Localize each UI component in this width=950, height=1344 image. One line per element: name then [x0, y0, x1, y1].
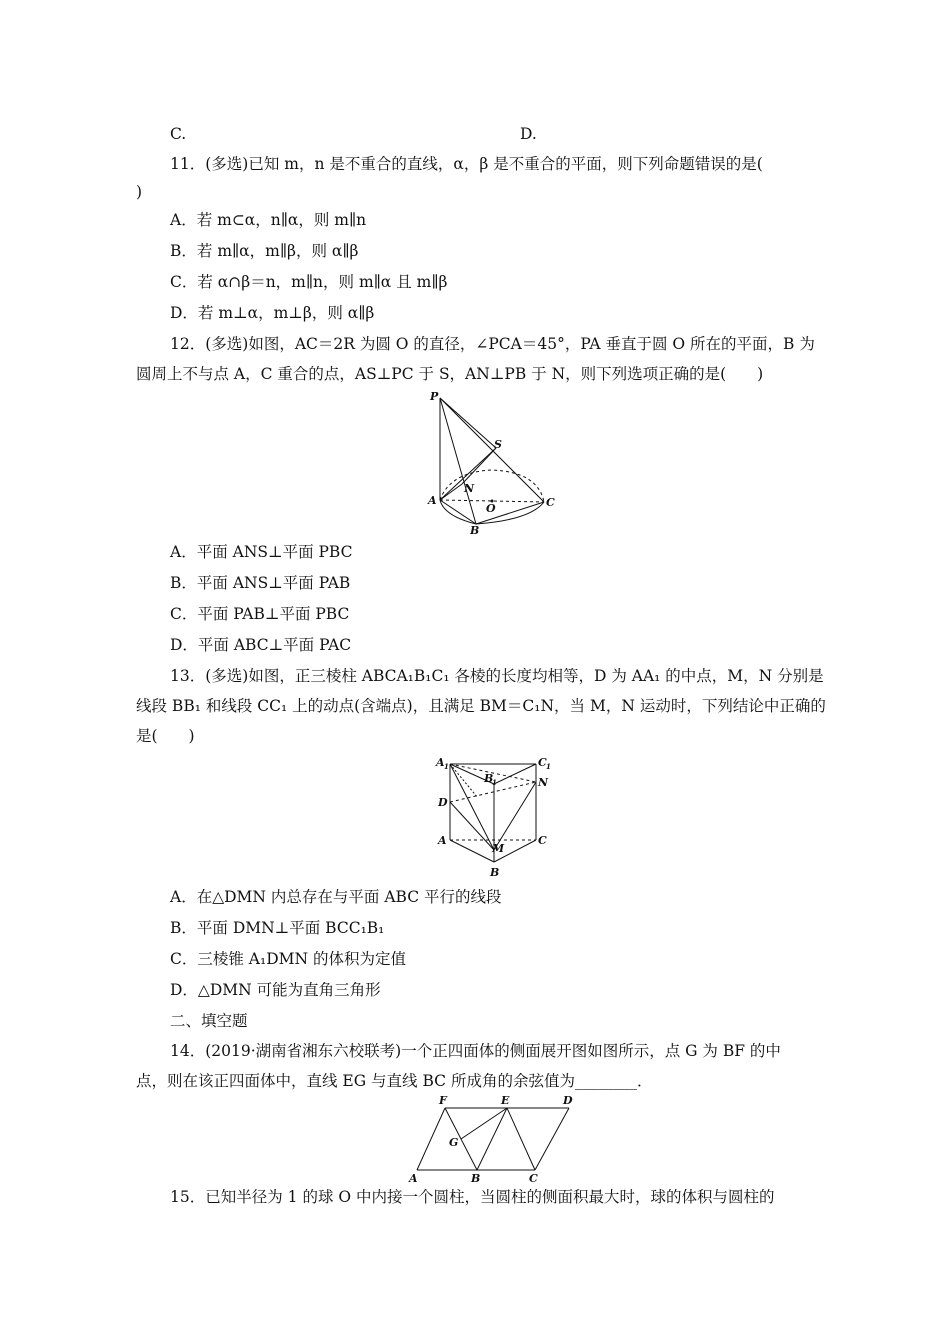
fig13-label-a: A [438, 834, 447, 847]
fig12-label-c: C [546, 496, 555, 509]
question-11-option-a: A．若 m⊂α，n∥α，则 m∥n [170, 211, 367, 229]
question-13-option-a: A．在△DMN 内总存在与平面 ABC 平行的线段 [170, 888, 502, 906]
question-12-option-a: A．平面 ANS⊥平面 PBC [170, 543, 353, 561]
question-11-option-c: C．若 α∩β＝n，m∥n，则 m∥α 且 m∥β [170, 273, 448, 291]
question-12-stem-cont: 圆周上不与点 A，C 重合的点，AS⊥PC 于 S，AN⊥PB 于 N，则下列选项正确的是( ) [136, 365, 764, 383]
question-14-figure [405, 1094, 595, 1186]
fig14-label-e: E [501, 1094, 510, 1107]
question-13-option-c: C．三棱锥 A₁DMN 的体积为定值 [170, 950, 406, 968]
fig14-label-b: B [471, 1172, 481, 1185]
fig14-label-g: G [449, 1136, 459, 1149]
fig14-label-a: A [409, 1172, 418, 1185]
fig13-sub-a1: 1 [444, 762, 449, 771]
question-14-stem: 14．(2019·湖南省湘东六校联考)一个正四面体的侧面展开图如图所示，点 G 为 BF 的中 [170, 1042, 781, 1060]
fig13-label-m: M [492, 842, 505, 855]
fig14-label-d: D [563, 1094, 573, 1107]
fig13-label-n: N [538, 776, 549, 789]
question-13-figure [430, 752, 560, 882]
question-15-stem: 15．已知半径为 1 的球 O 中内接一个圆柱，当圆柱的侧面积最大时，球的体积与圆柱的 [170, 1188, 775, 1206]
fig12-label-n: N [464, 482, 475, 495]
question-12-figure [420, 388, 570, 538]
fig14-label-c: C [529, 1172, 538, 1185]
question-12-stem: 12．(多选)如图，AC＝2R 为圆 O 的直径，∠PCA＝45°，PA 垂直于圆 O 所在的平面，B 为 [170, 335, 815, 353]
fig12-label-a: A [428, 494, 437, 507]
fig13-sub-b1: 1 [492, 778, 497, 787]
fig12-label-p: P [430, 390, 439, 403]
question-11-option-d: D．若 m⊥α，m⊥β，则 α∥β [170, 304, 375, 322]
fig13-label-d: D [438, 796, 448, 809]
question-13-stem-cont-2: 是( ) [136, 727, 195, 745]
fig12-label-b: B [470, 524, 480, 537]
fig12-label-o: O [486, 502, 496, 515]
question-13-option-d: D．△DMN 可能为直角三角形 [170, 981, 381, 999]
fig13-label-c1: C [538, 756, 547, 769]
question-12-option-d: D．平面 ABC⊥平面 PAC [170, 636, 352, 654]
fig13-label-b1: B [484, 772, 494, 785]
fig13-label-a1: A [436, 756, 445, 769]
question-12-option-c: C．平面 PAB⊥平面 PBC [170, 605, 350, 623]
fig14-label-f: F [439, 1094, 447, 1107]
question-12-option-b: B．平面 ANS⊥平面 PAB [170, 574, 351, 592]
question-11-option-b: B．若 m∥α，m∥β，则 α∥β [170, 242, 359, 260]
question-13-option-b: B．平面 DMN⊥平面 BCC₁B₁ [170, 919, 385, 937]
option-d-label: D. [520, 125, 537, 143]
question-11-stem-cont: ) [136, 183, 143, 201]
fig13-label-b: B [490, 866, 500, 879]
section-heading: 二、填空题 [170, 1012, 248, 1030]
question-14-stem-cont: 点，则在该正四面体中，直线 EG 与直线 BC 所成角的余弦值为________． [136, 1072, 653, 1090]
fig12-label-s: S [494, 438, 502, 451]
question-11-stem: 11．(多选)已知 m，n 是不重合的直线，α，β 是不重合的平面，则下列命题错误的是( [170, 155, 763, 173]
question-13-stem: 13．(多选)如图，正三棱柱 ABCA₁B₁C₁ 各棱的长度均相等，D 为 AA₁ 的中点，M，N 分别是 [170, 667, 824, 685]
option-c-label: C. [170, 125, 187, 143]
fig13-label-c: C [538, 834, 547, 847]
fig13-sub-c1: 1 [546, 762, 551, 771]
question-13-stem-cont-1: 线段 BB₁ 和线段 CC₁ 上的动点(含端点)，且满足 BM＝C₁N，当 M，N 运动时，下列结论中正确的 [136, 697, 826, 715]
